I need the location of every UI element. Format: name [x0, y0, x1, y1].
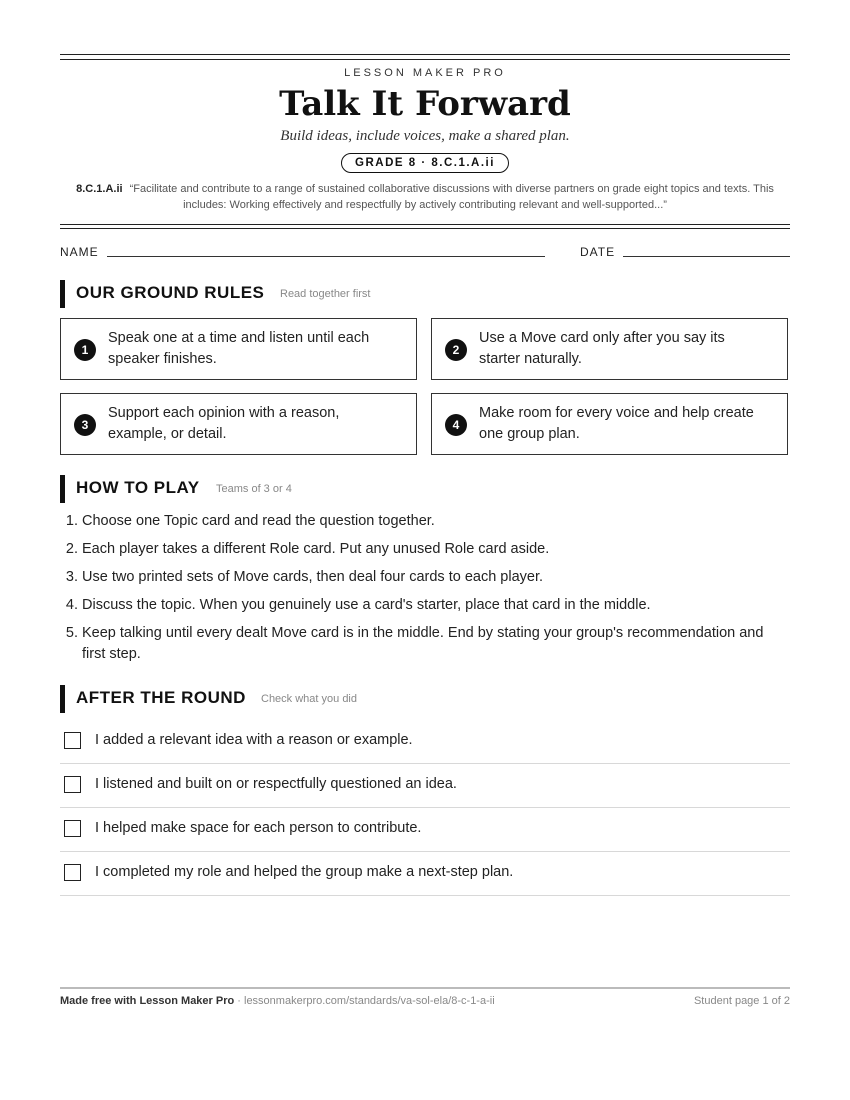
top-double-rule: [60, 54, 790, 60]
brand-name: LESSON MAKER PRO: [344, 67, 506, 79]
footer-url[interactable]: · lessonmakerpro.com/standards/va-sol-ela/8-c-1-a-ii: [234, 995, 495, 1007]
section-bar: [60, 475, 65, 503]
list-item: 1. Choose one Topic card and read the question together.: [82, 511, 790, 532]
name-field-line[interactable]: [107, 256, 545, 257]
instructions-list: [60, 511, 790, 672]
checkbox[interactable]: [64, 776, 81, 793]
checkbox[interactable]: [64, 820, 81, 837]
ground-rule-card: [60, 393, 417, 455]
checklist-item: [60, 720, 790, 764]
ground-rule-card: [60, 318, 417, 380]
checklist-item: [60, 808, 790, 852]
section-title: HOW TO PLAY: [76, 478, 200, 497]
rule-number-badge: 4: [445, 414, 467, 436]
rule-text: Use a Move card only after you say its starter naturally.: [479, 330, 725, 367]
date-label: DATE: [580, 245, 616, 259]
checklist-item: [60, 852, 790, 896]
list-item: 4. Discuss the topic. When you genuinely use a card's starter, place that card in the middle.: [82, 595, 790, 616]
checkbox[interactable]: [64, 864, 81, 881]
name-label: NAME: [60, 245, 99, 259]
page-title: Talk It Forward: [279, 84, 571, 124]
rule-number-badge: 3: [74, 414, 96, 436]
date-field-line[interactable]: [623, 256, 790, 257]
list-item: 5. Keep talking until every dealt Move card is in the middle. End by stating your group's recommendation and first step.: [82, 623, 790, 665]
checklist-text: I added a relevant idea with a reason or example.: [95, 732, 413, 748]
rule-text: Speak one at a time and listen until each speaker finishes.: [108, 330, 370, 367]
standard-text: “Facilitate and contribute to a range of sustained collaborative discussions with diverse partners on grade eight topics and texts. This includes: Working effectively and respectfully by actively contributing relevant and well-supported...”: [129, 183, 774, 211]
footer-credit: [60, 995, 495, 1007]
checklist-item: [60, 764, 790, 808]
section-title: OUR GROUND RULES: [76, 283, 265, 302]
grade-badge: GRADE 8 · 8.C.1.A.ii: [341, 153, 509, 173]
standard-description: [60, 181, 790, 213]
section-note: Check what you did: [261, 693, 357, 705]
footer-made-with: Made free with Lesson Maker Pro: [60, 995, 235, 1007]
section-title: AFTER THE ROUND: [76, 688, 246, 707]
checklist-text: I listened and built on or respectfully questioned an idea.: [95, 776, 457, 792]
rule-number-badge: 1: [74, 339, 96, 361]
section-note: Teams of 3 or 4: [216, 483, 292, 495]
checklist-text: I helped make space for each person to contribute.: [95, 820, 422, 836]
section-note: Read together first: [280, 288, 371, 300]
footer-rule: [60, 987, 790, 989]
list-item: 2. Each player takes a different Role card. Put any unused Role card aside.: [82, 539, 790, 560]
rule-text: Support each opinion with a reason, example, or detail.: [108, 405, 340, 442]
ground-rule-card: [431, 393, 788, 455]
page-number: Student page 1 of 2: [693, 995, 790, 1007]
name-date-row: [60, 245, 790, 261]
list-item: 3. Use two printed sets of Move cards, then deal four cards to each player.: [82, 567, 790, 588]
standard-code: 8.C.1.A.ii: [76, 183, 123, 195]
section-bar: [60, 280, 65, 308]
checklist-text: I completed my role and helped the group make a next-step plan.: [95, 864, 514, 880]
rule-text: Make room for every voice and help create one group plan.: [479, 405, 754, 442]
header-double-rule: [60, 224, 790, 229]
section-bar: [60, 685, 65, 713]
checkbox[interactable]: [64, 732, 81, 749]
rule-number-badge: 2: [445, 339, 467, 361]
page-subtitle: Build ideas, include voices, make a shared plan.: [280, 128, 570, 144]
ground-rule-card: [431, 318, 788, 380]
